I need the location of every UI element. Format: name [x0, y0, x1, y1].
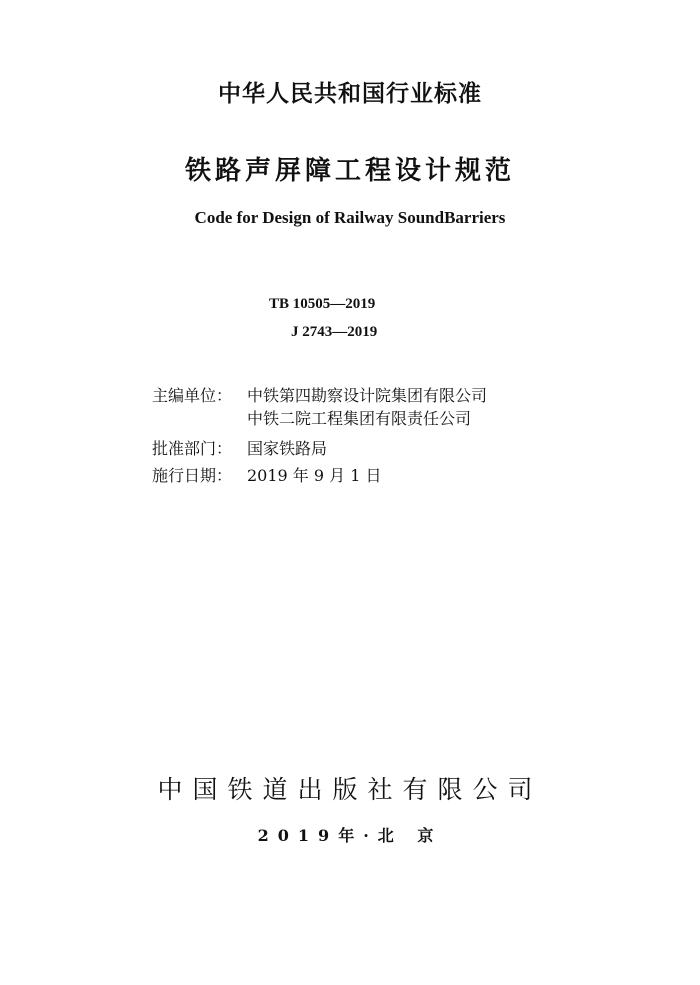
standard-category: 中华人民共和国行业标准 [218, 81, 482, 107]
approver-value: 国家铁路局 [247, 439, 328, 458]
editor-label: 主编单位： [152, 386, 233, 405]
publisher-name: 中国铁道出版社有限公司 [157, 775, 543, 804]
document-title-en: Code for Design of Railway SoundBarriers [194, 208, 506, 227]
effective-date-value: 2019 年 9 月 1 日 [247, 466, 382, 485]
standard-code-tb: TB 10505—2019 [269, 296, 376, 312]
editor-org-1: 中铁第四勘察设计院集团有限公司 [247, 386, 488, 405]
standard-code-j: J 2743—2019 [291, 324, 378, 340]
document-title-cn: 铁路声屏障工程设计规范 [184, 156, 515, 186]
approver-label: 批准部门： [152, 439, 233, 458]
editor-org-2: 中铁二院工程集团有限责任公司 [247, 409, 472, 428]
effective-date-label: 施行日期： [152, 466, 233, 485]
publication-date-place: 2019年·北 京 [257, 826, 443, 845]
